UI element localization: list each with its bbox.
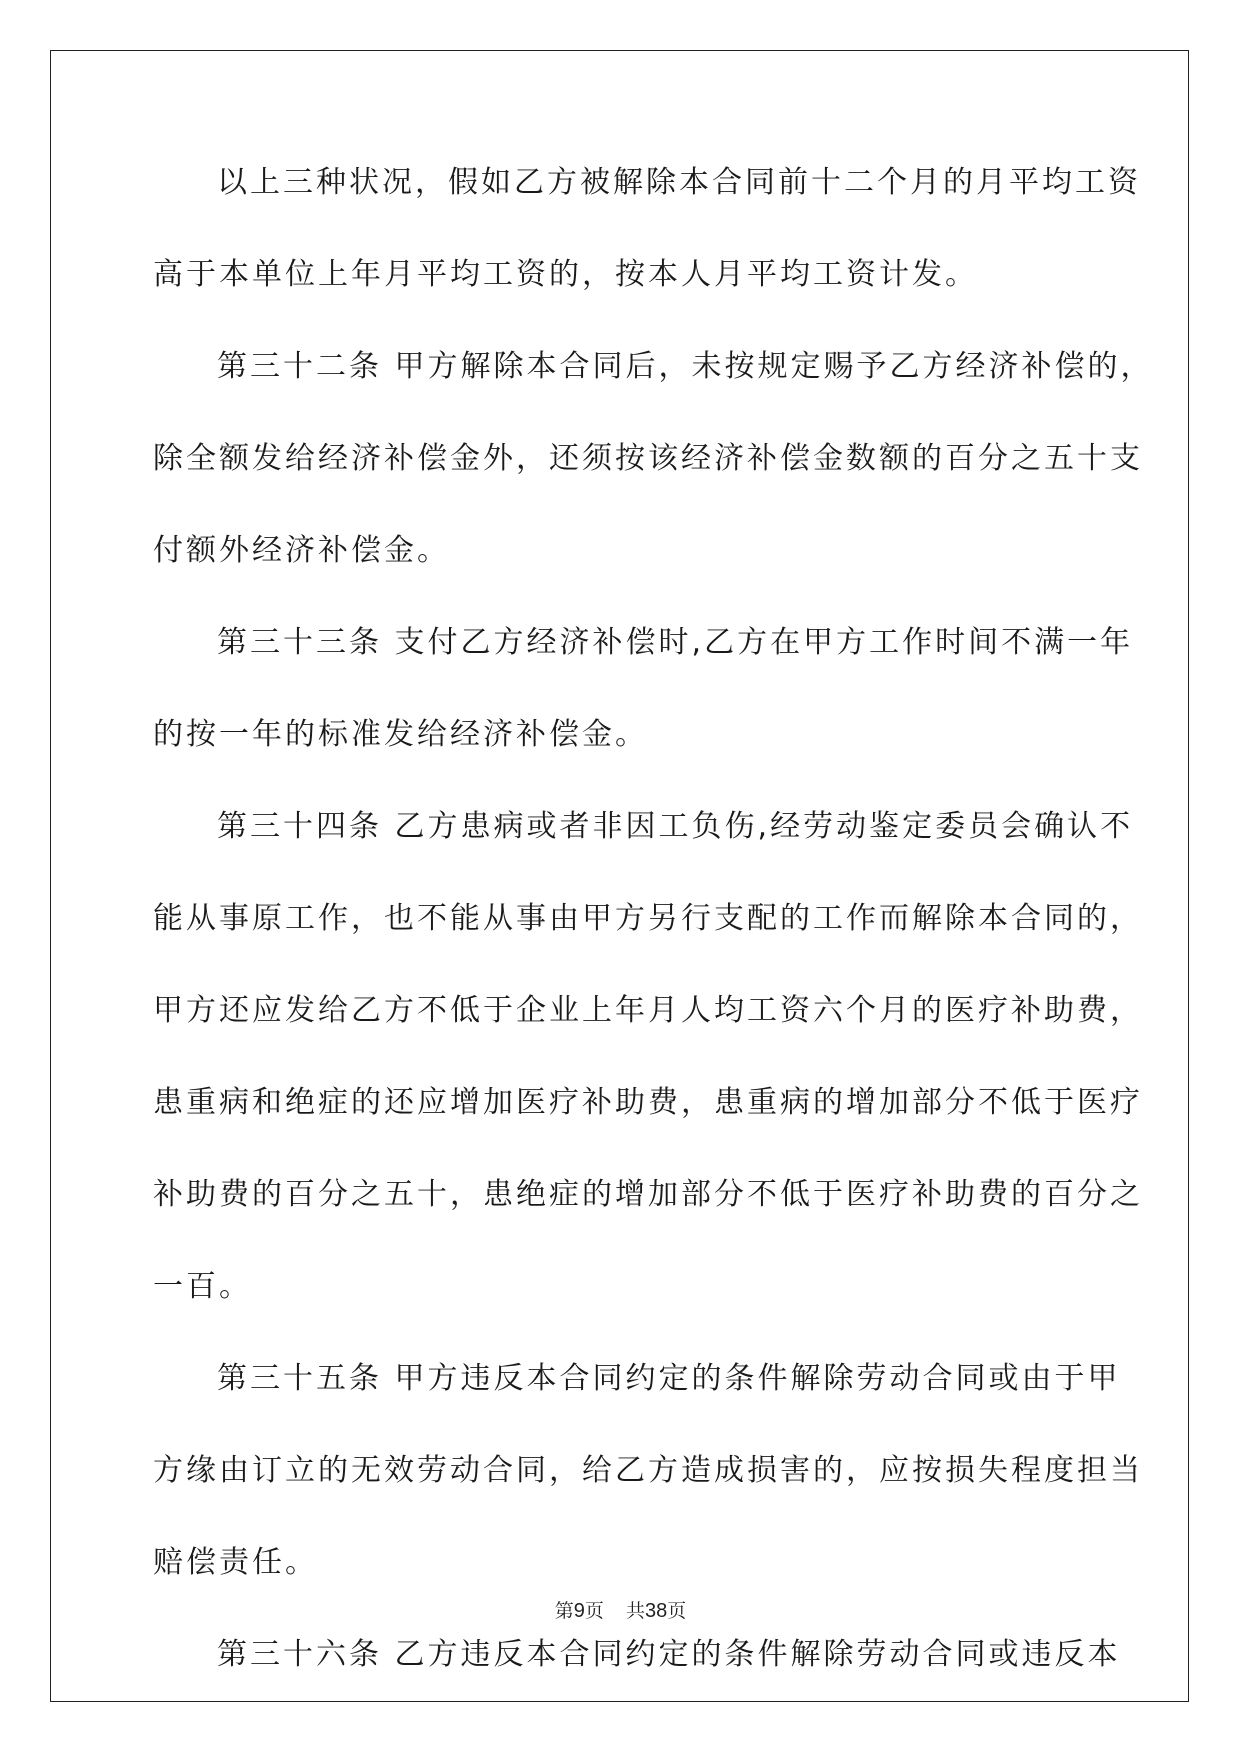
document-body: [153, 158, 1154, 1722]
text-line: 第三十四条 乙方患病或者非因工负伤,经劳动鉴定委员会确认不: [217, 809, 1134, 844]
text-line: 的按一年的标准发给经济补偿金。: [153, 717, 648, 752]
total-suffix: 页: [667, 1600, 687, 1622]
page-prefix: 第: [554, 1600, 574, 1622]
total-prefix: 共: [625, 1600, 645, 1622]
text-line: 赔偿责任。: [153, 1545, 318, 1580]
total-pages: 38: [644, 1600, 668, 1622]
text-line: 能从事原工作，也不能从事由甲方另行支配的工作而解除本合同的，: [153, 901, 1143, 936]
page-footer: [0, 1596, 1241, 1623]
text-line: 甲方还应发给乙方不低于企业上年月人均工资六个月的医疗补助费，: [153, 993, 1143, 1028]
text-line: 以上三种状况，假如乙方被解除本合同前十二个月的月平均工资: [217, 165, 1141, 200]
text-line: 第三十六条 乙方违反本合同约定的条件解除劳动合同或违反本: [217, 1637, 1121, 1672]
text-line: 第三十五条 甲方违反本合同约定的条件解除劳动合同或由于甲: [217, 1361, 1121, 1396]
text-line: 补助费的百分之五十，患绝症的增加部分不低于医疗补助费的百分之: [153, 1177, 1143, 1212]
text-line: 一百。: [153, 1269, 252, 1304]
page-number: 9: [573, 1600, 585, 1622]
text-line: 第三十二条 甲方解除本合同后，未按规定赐予乙方经济补偿的，: [217, 349, 1154, 384]
text-line: 患重病和绝症的还应增加医疗补助费，患重病的增加部分不低于医疗: [153, 1085, 1143, 1120]
text-line: 高于本单位上年月平均工资的，按本人月平均工资计发。: [153, 257, 978, 292]
text-line: 付额外经济补偿金。: [153, 533, 450, 568]
text-line: 方缘由订立的无效劳动合同，给乙方造成损害的，应按损失程度担当: [153, 1453, 1143, 1488]
page-suffix: 页: [584, 1600, 604, 1622]
text-line: 除全额发给经济补偿金外，还须按该经济补偿金数额的百分之五十支: [153, 441, 1143, 476]
text-line: 第三十三条 支付乙方经济补偿时,乙方在甲方工作时间不满一年: [217, 625, 1134, 660]
